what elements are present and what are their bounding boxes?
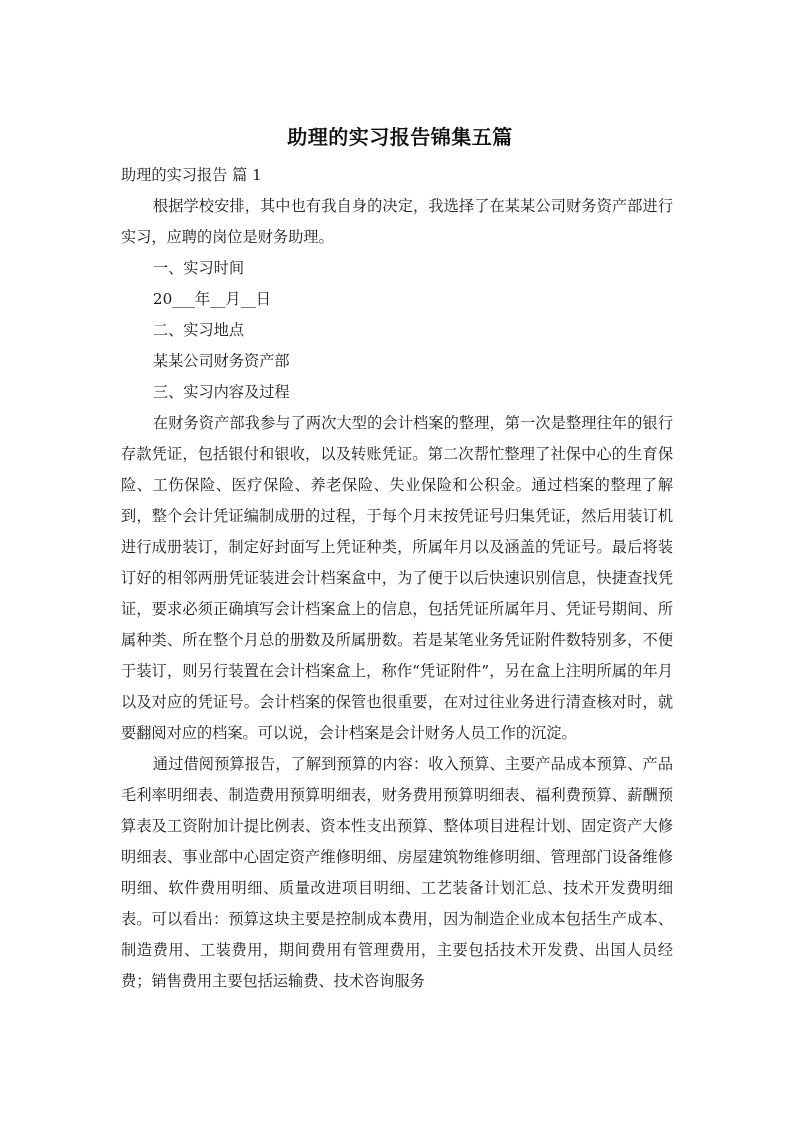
paragraph-budget-report: 通过借阅预算报告，了解到预算的内容：收入预算、主要产品成本预算、产品毛利率明细表、制造费用预算明细表，财务费用预算明细表、福利费预算、薪酬预算表及工资附加计提比例表、资本性支出预算、整体项目进程计划、固定资产大修明细表、事业部中心固定资产维修明细、房屋建筑物维修明细、管理部门设备维修明细、软件费用明细、质量改进项目明细、工艺装备计划汇总、技术开发费明细表。可以看出：预算这块主要是控制成本费用，因为制造企业成本包括生产成本、制造费用、工装费用，期间费用有管理费用，主要包括技术开发费、出国人员经费；销售费用主要包括运输费、技术咨询服务	[121, 755, 673, 990]
heading-internship-time: 一、实习时间	[152, 259, 245, 277]
document-body	[121, 160, 673, 997]
heading-internship-content: 三、实习内容及过程	[152, 383, 290, 401]
internship-location: 某某公司财务资产部	[152, 352, 290, 370]
heading-internship-location: 二、实习地点	[152, 321, 245, 339]
paragraph-archive-work: 在财务资产部我参与了两次大型的会计档案的整理，第一次是整理往年的银行存款凭证，包括银付和银收，以及转账凭证。第二次帮忙整理了社保中心的生育保险、工伤保险、医疗保险、养老保险、失业保险和公积金。通过档案的整理了解到，整个会计凭证编制成册的过程，于每个月末按凭证号归集凭证，然后用装订机进行成册装订，制定好封面写上凭证种类，所属年月以及涵盖的凭证号。最后将装订好的相邻两册凭证装进会计档案盒中，为了便于以后快速识别信息，快捷查找凭证，要求必须正确填写会计档案盒上的信息，包括凭证所属年月、凭证号期间、所属种类、所在整个月总的册数及所属册数。若是某笔业务凭证附件数特别多，不便于装订，则另行装置在会计档案盒上，称作“凭证附件”，另在盒上注明所属的年月以及对应的凭证号。会计档案的保管也很重要，在对过往业务进行清查核对时，就要翻阅对应的档案。可以说，会计档案是会计财务人员工作的沉淀。	[121, 414, 673, 742]
section-heading: 助理的实习报告 篇 1	[121, 166, 262, 184]
paragraph-intro: 根据学校安排，其中也有我自身的决定，我选择了在某某公司财务资产部进行实习，应聘的岗位是财务助理。	[121, 197, 673, 246]
internship-date: 20___年__月__日	[152, 290, 271, 308]
document-title: 助理的实习报告锦集五篇	[287, 125, 513, 149]
